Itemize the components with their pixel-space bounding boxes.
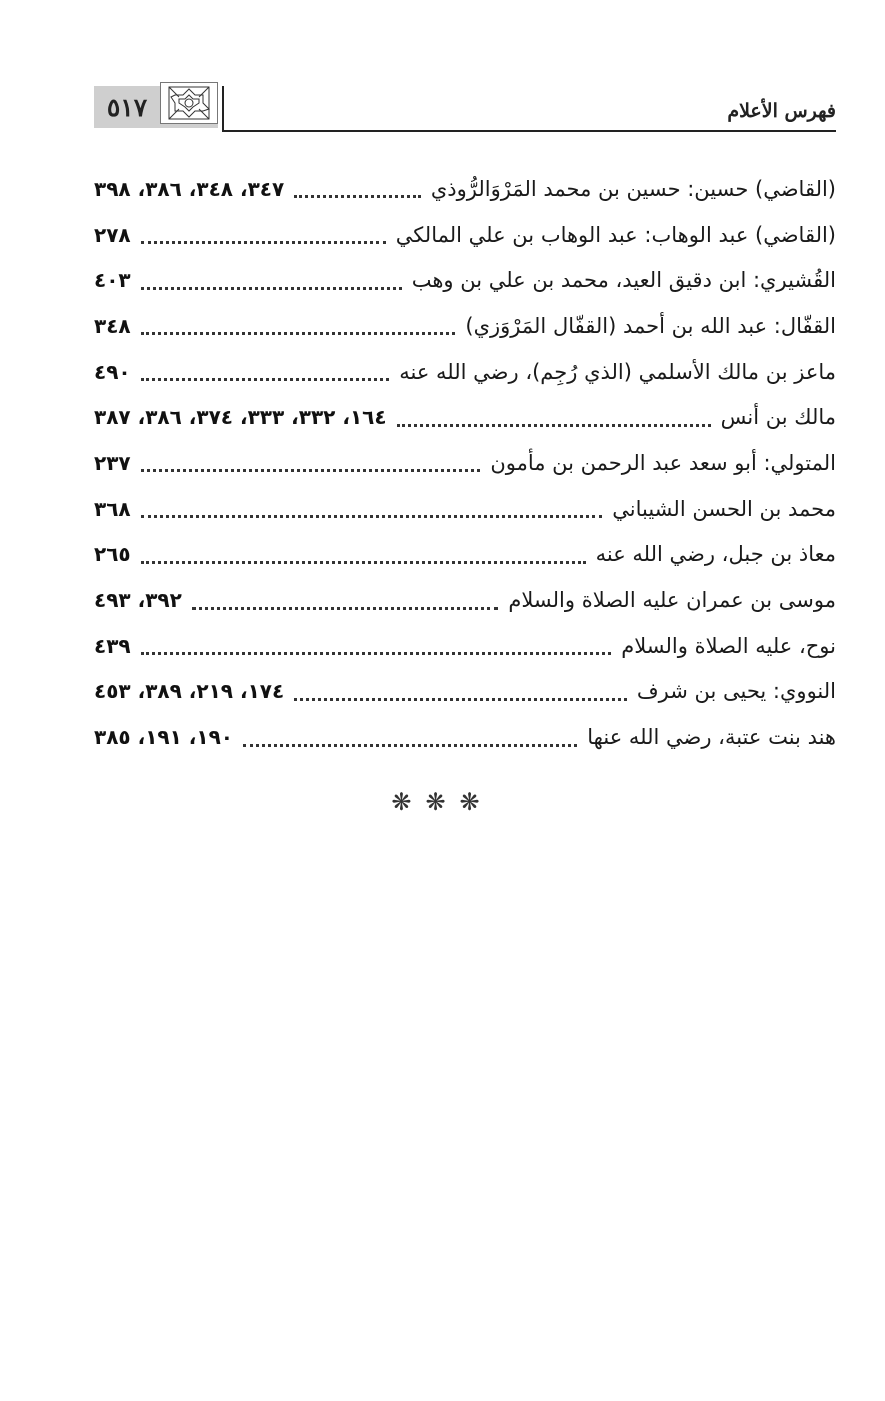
entry-name: موسى بن عمران عليه الصلاة والسلام [508, 588, 836, 613]
dot-leader [397, 422, 711, 427]
names-index-list [94, 166, 836, 760]
entry-name: معاذ بن جبل، رضي الله عنه [595, 542, 836, 567]
entry-pages: ٢٦٥ [94, 542, 131, 567]
dot-leader [141, 559, 586, 564]
entry-name: نوح، عليه الصلاة والسلام [621, 633, 836, 658]
index-entry [94, 486, 836, 532]
entry-name: النووي: يحيى بن شرف [636, 679, 836, 704]
dot-leader [141, 467, 481, 472]
index-entry [94, 257, 836, 303]
index-entry [94, 394, 836, 440]
index-entry [94, 623, 836, 669]
entry-name: القفّال: عبد الله بن أحمد (القفّال المَرْوَزي) [465, 313, 836, 338]
entry-name: (القاضي) عبد الوهاب: عبد الوهاب بن علي المالكي [395, 222, 836, 247]
entry-pages: ٣٤٧، ٣٤٨، ٣٨٦، ٣٩٨ [94, 176, 285, 201]
dot-leader [141, 285, 402, 290]
section-separator-icon: ❋❋❋ [391, 788, 494, 816]
index-entry [94, 577, 836, 623]
dot-leader [192, 605, 499, 610]
index-entry [94, 669, 836, 715]
entry-pages: ١٩٠، ١٩١، ٣٨٥ [94, 725, 233, 750]
entry-pages: ٣٩٢، ٤٩٣ [94, 588, 182, 613]
entry-pages: ٤٣٩ [94, 633, 131, 658]
dot-leader [141, 239, 386, 244]
entry-pages: ٤٠٣ [94, 268, 131, 293]
entry-pages: ١٦٤، ٣٣٢، ٣٣٣، ٣٧٤، ٣٨٦، ٣٨٧ [94, 405, 387, 430]
geometric-ornament-icon [160, 82, 218, 124]
entry-name: هند بنت عتبة، رضي الله عنها [587, 725, 836, 750]
dot-leader [141, 650, 612, 655]
header-vertical-rule [222, 86, 224, 132]
entry-name: (القاضي) حسين: حسين بن محمد المَرْوَالرُّوذي [430, 176, 836, 201]
index-entry [94, 303, 836, 349]
page-header [94, 82, 836, 134]
entry-pages: ٣٦٨ [94, 496, 131, 521]
entry-pages: ٤٩٠ [94, 359, 131, 384]
entry-pages: ٣٤٨ [94, 313, 131, 338]
entry-name: المتولي: أبو سعد عبد الرحمن بن مأمون [490, 450, 836, 475]
entry-pages: ٢٧٨ [94, 222, 131, 247]
header-rule [222, 130, 836, 132]
dot-leader [294, 193, 421, 198]
entry-pages: ٢٣٧ [94, 450, 131, 475]
page-number: ٥١٧ [106, 92, 148, 122]
dot-leader [141, 330, 456, 335]
entry-pages: ١٧٤، ٢١٩، ٣٨٩، ٤٥٣ [94, 679, 285, 704]
dot-leader [141, 376, 390, 381]
dot-leader [243, 742, 577, 747]
index-entry [94, 349, 836, 395]
dot-leader [294, 696, 627, 701]
entry-name: محمد بن الحسن الشيباني [612, 496, 836, 521]
index-entry [94, 166, 836, 212]
index-entry [94, 440, 836, 486]
entry-name: ماعز بن مالك الأسلمي (الذي رُجِم)، رضي الله عنه [399, 359, 836, 384]
index-entry [94, 212, 836, 258]
running-title: فهرس الأعلام [727, 100, 836, 122]
entry-name: مالك بن أنس [720, 405, 836, 430]
index-entry [94, 532, 836, 578]
index-entry [94, 714, 836, 760]
entry-name: القُشيري: ابن دقيق العيد، محمد بن علي بن وهب [411, 268, 836, 293]
dot-leader [141, 513, 603, 518]
